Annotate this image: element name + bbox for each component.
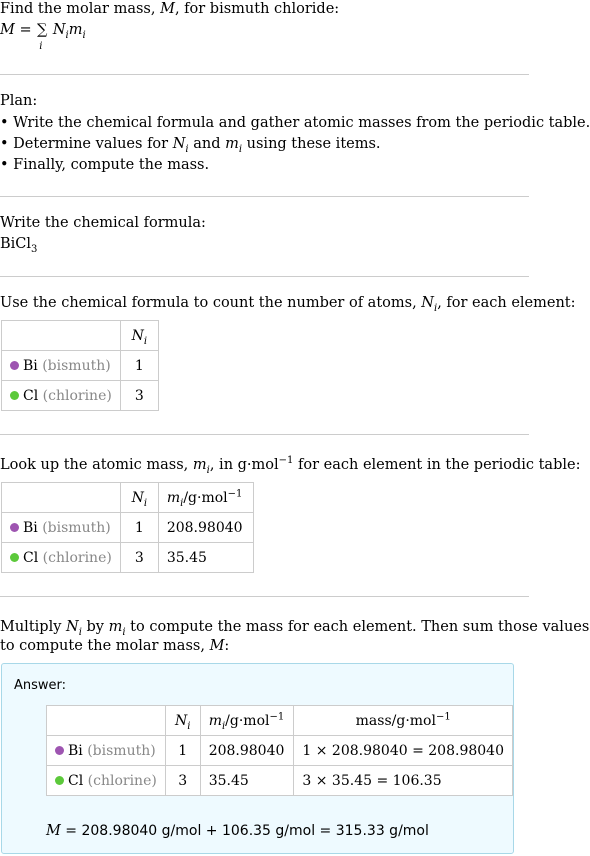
divider bbox=[0, 434, 529, 435]
header-empty bbox=[2, 321, 121, 351]
chlorine-color-dot bbox=[10, 391, 19, 400]
plan-item: • Write the chemical formula and gather atomic masses from the periodic table. bbox=[0, 115, 590, 131]
answer-label: Answer: bbox=[14, 678, 67, 693]
answer-box bbox=[1, 663, 514, 854]
table-row bbox=[47, 736, 513, 766]
plan-item: • Finally, compute the mass. bbox=[0, 157, 210, 173]
atomic-mass-table bbox=[1, 482, 254, 573]
chemical-formula: BiCl$_3$ bbox=[0, 236, 38, 255]
header-N: $N_i$ bbox=[120, 321, 158, 351]
count-text: Use the chemical formula to count the number of atoms, $N_i$, for each element: bbox=[0, 295, 576, 314]
intro-text: Find the molar mass, M, for bismuth chloride: bbox=[0, 1, 340, 17]
formula-title: Write the chemical formula: bbox=[0, 215, 206, 231]
count-cell: 3 bbox=[120, 543, 158, 573]
header-m: $m_i/g\cdot mol^{-1}$ bbox=[200, 706, 294, 736]
mass-cell: 35.45 bbox=[158, 543, 253, 573]
final-result: M = 208.98040 g/mol + 106.35 g/mol = 315.33 g/mol bbox=[46, 823, 429, 839]
mass-cell: 208.98040 bbox=[200, 736, 294, 766]
header-mass: mass/g·mol$^{-1}$ bbox=[294, 706, 513, 736]
header-N: $N_i$ bbox=[165, 706, 200, 736]
lookup-text: Look up the atomic mass, $m_i$, in g·mol$^{-1}$ for each element in the periodic table: bbox=[0, 455, 581, 476]
molar-mass-formula: M = ∑ i $N_im_i$ bbox=[0, 22, 86, 52]
header-N: $N_i$ bbox=[120, 483, 158, 513]
bismuth-color-dot bbox=[55, 746, 64, 755]
count-cell: 3 bbox=[165, 766, 200, 796]
element-cell: Bi (bismuth) bbox=[2, 513, 121, 543]
count-cell: 3 bbox=[120, 381, 158, 411]
multiply-text: Multiply $N_i$ by $m_i$ to compute the mass for each element. Then sum those values bbox=[0, 619, 590, 638]
atom-count-table bbox=[1, 320, 159, 411]
element-cell: Cl (chlorine) bbox=[2, 381, 121, 411]
divider bbox=[0, 196, 529, 197]
table-row bbox=[47, 766, 513, 796]
header-empty bbox=[2, 483, 121, 513]
bismuth-color-dot bbox=[10, 361, 19, 370]
mass-cell: 35.45 bbox=[200, 766, 294, 796]
element-cell: Bi (bismuth) bbox=[2, 351, 121, 381]
element-cell: Bi (bismuth) bbox=[47, 736, 166, 766]
count-cell: 1 bbox=[165, 736, 200, 766]
element-cell: Cl (chlorine) bbox=[47, 766, 166, 796]
count-cell: 1 bbox=[120, 351, 158, 381]
divider bbox=[0, 74, 529, 75]
plan-title: Plan: bbox=[0, 93, 38, 109]
mass-cell: 208.98040 bbox=[158, 513, 253, 543]
chlorine-color-dot bbox=[10, 553, 19, 562]
divider bbox=[0, 596, 529, 597]
chlorine-color-dot bbox=[55, 776, 64, 785]
element-cell: Cl (chlorine) bbox=[2, 543, 121, 573]
table-row bbox=[2, 513, 254, 543]
divider bbox=[0, 276, 529, 277]
product-cell: 1 × 208.98040 = 208.98040 bbox=[294, 736, 513, 766]
product-cell: 3 × 35.45 = 106.35 bbox=[294, 766, 513, 796]
plan-item: • Determine values for $N_i$ and $m_i$ using these items. bbox=[0, 136, 381, 155]
multiply-text: to compute the molar mass, M: bbox=[0, 638, 230, 654]
table-row bbox=[2, 543, 254, 573]
header-empty bbox=[47, 706, 166, 736]
count-cell: 1 bbox=[120, 513, 158, 543]
table-row bbox=[2, 351, 159, 381]
bismuth-color-dot bbox=[10, 523, 19, 532]
header-m: $m_i/g\cdot mol^{-1}$ bbox=[158, 483, 253, 513]
table-row bbox=[2, 381, 159, 411]
molar-mass-table bbox=[46, 705, 513, 796]
